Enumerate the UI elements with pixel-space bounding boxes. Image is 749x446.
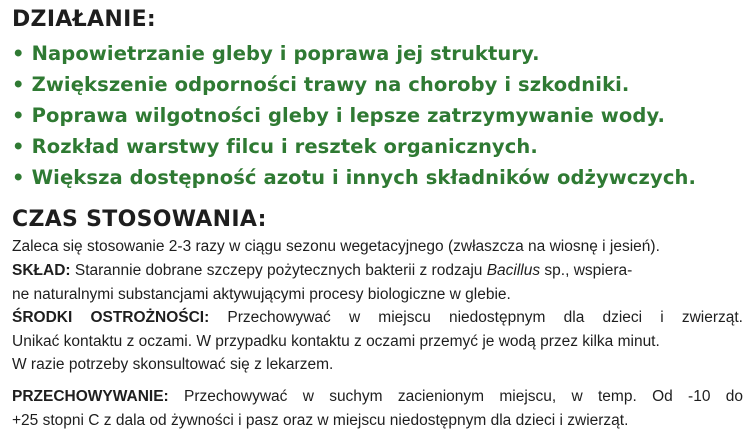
bacillus-genus: Bacillus xyxy=(486,262,541,279)
precautions-word: i xyxy=(660,309,664,326)
benefits-list xyxy=(12,38,696,193)
benefit-item-nutrients xyxy=(12,162,696,193)
storage-paragraph xyxy=(12,385,743,432)
action-heading: DZIAŁANIE: xyxy=(12,7,157,32)
precautions-line-2: Unikać kontaktu z oczami. W przypadku kontaktu z oczami przemyć je wodą przez kilka minut. xyxy=(12,332,660,350)
bullet-icon: • xyxy=(12,73,25,96)
storage-word: w xyxy=(302,388,314,405)
benefit-item-moisture xyxy=(12,100,696,131)
storage-word: miejscu, xyxy=(499,388,557,405)
benefit-text: Rozkład warstwy filcu i resztek organicznych. xyxy=(31,135,538,158)
storage-line-2: +25 stopni C z dala od żywności i pasz oraz w miejscu niedostępnym dla dzieci i zwierząt. xyxy=(12,411,629,429)
composition-paragraph xyxy=(12,259,743,306)
bullet-icon: • xyxy=(12,166,25,189)
precautions-word: Przechowywać xyxy=(227,309,331,326)
composition-line-2: ne naturalnymi substancjami aktywującymi procesy biologiczne w glebie. xyxy=(12,285,511,303)
benefit-item-thatch xyxy=(12,131,696,162)
precautions-word: niedostępnym xyxy=(448,309,546,326)
precautions-word: w xyxy=(348,309,361,326)
composition-text: Starannie dobrane szczepy pożytecznych bakterii z rodzaju xyxy=(70,262,487,279)
storage-word: temp. xyxy=(598,388,637,405)
benefit-item-resistance xyxy=(12,69,696,100)
precautions-line-3: W razie potrzeby skonsultować się z lekarzem. xyxy=(12,356,334,373)
benefit-text: Napowietrzanie gleby i poprawa jej struktury. xyxy=(31,42,540,65)
usage-time-heading: CZAS STOSOWANIA: xyxy=(12,207,267,232)
precautions-line-1 xyxy=(12,306,743,330)
storage-word: -10 xyxy=(688,388,711,405)
usage-time-text xyxy=(12,235,743,259)
benefit-text: Zwiększenie odporności trawy na choroby i szkodniki. xyxy=(31,73,630,96)
storage-word: Od xyxy=(652,388,673,405)
bullet-icon: • xyxy=(12,135,25,158)
storage-word: Przechowywać xyxy=(184,388,288,405)
usage-time-line: Zaleca się stosowanie 2-3 razy w ciągu sezonu wegetacyjnego (zwłaszcza na wiosnę i jesień). xyxy=(12,238,660,255)
composition-text-tail: sp., wspiera- xyxy=(540,262,633,279)
precautions-word: miejscu xyxy=(378,309,431,326)
precautions-word: dzieci xyxy=(602,309,643,326)
storage-word: zacienionym xyxy=(397,388,485,405)
storage-word: w xyxy=(571,388,583,405)
precautions-label-word: ŚRODKI xyxy=(12,309,73,326)
benefit-item-aeration xyxy=(12,38,696,69)
composition-line-1 xyxy=(12,259,743,283)
bullet-icon: • xyxy=(12,42,25,65)
precautions-paragraph xyxy=(12,306,743,377)
bullet-icon: • xyxy=(12,104,25,127)
storage-line-1 xyxy=(12,385,743,409)
precautions-word: zwierząt. xyxy=(681,309,743,326)
composition-label: SKŁAD: xyxy=(12,262,71,279)
benefit-text: Poprawa wilgotności gleby i lepsze zatrzymywanie wody. xyxy=(31,104,665,127)
precautions-word: dla xyxy=(563,309,585,326)
storage-label: PRZECHOWYWANIE: xyxy=(12,388,169,405)
storage-word: suchym xyxy=(329,388,383,405)
benefit-text: Większa dostępność azotu i innych składników odżywczych. xyxy=(31,166,696,189)
precautions-label-word: OSTROŻNOŚCI: xyxy=(90,309,210,326)
storage-word: do xyxy=(725,388,743,405)
